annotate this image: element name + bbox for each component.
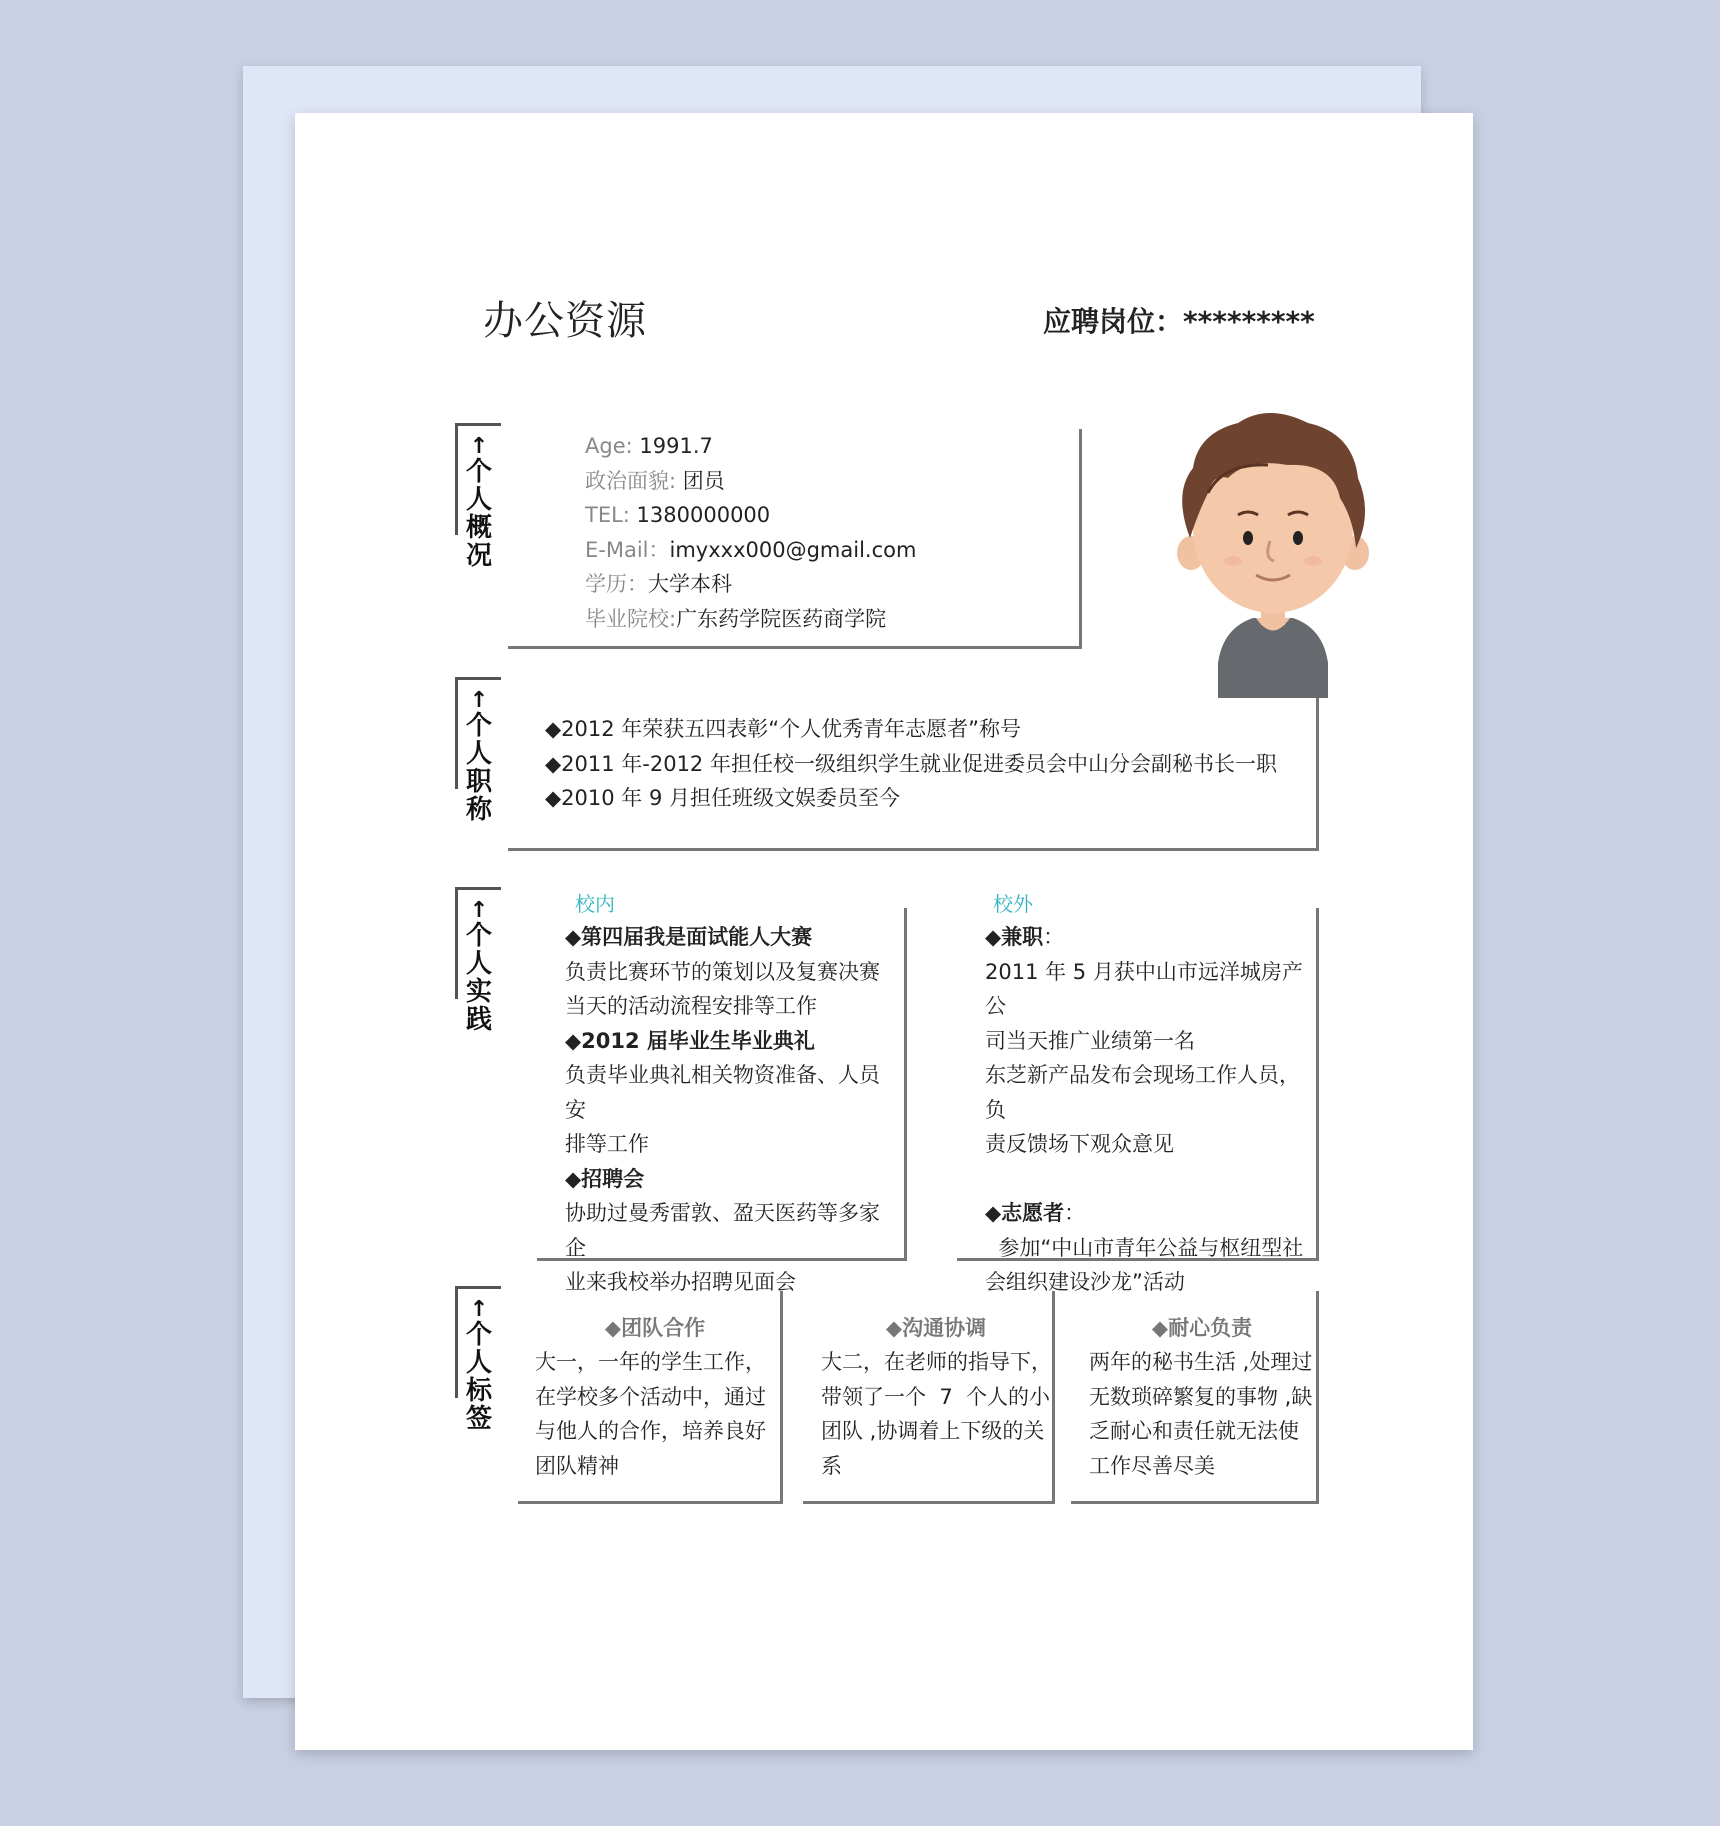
profile-row: TEL: 1380000000	[585, 503, 771, 527]
tag-card-communication: ◆沟通协调 大二，在老师的指导下， 带领了一个 7 个人的小 团队 ,协调着上下级的关 系	[821, 1316, 1052, 1478]
section-label-bar	[455, 677, 501, 680]
section-label-profile: ↑ 个 人 概 况	[457, 436, 501, 570]
profile-row: 学历：大学本科	[585, 572, 732, 596]
section-label-titles: ↑ 个 人 职 称	[457, 690, 501, 824]
practice-outer	[985, 888, 1315, 1300]
position-applied	[1043, 300, 1315, 340]
practice-item: ◆兼职： 2011 年 5 月获中山市远洋城房产公 司当天推广业绩第一名 东芝新产品发布会现场工作人员，负 责反馈场下观众意见 ◆志愿者： 参加“中山市青年公益与枢纽型社 会组织建设沙龙”活动	[985, 925, 1304, 1294]
practice-inner	[565, 888, 895, 1300]
profile-row: E-Mail：imyxxx000@gmail.com	[585, 537, 917, 562]
section-label-bar	[455, 887, 501, 890]
cartoon-boy-avatar	[1168, 403, 1378, 698]
profile-list	[585, 429, 916, 636]
titles-list	[545, 712, 1277, 816]
profile-row: 政治面貌: 团员	[585, 468, 725, 493]
section-label-bar	[455, 423, 501, 426]
practice-outer-heading: 校外	[993, 892, 1033, 916]
position-label: 应聘岗位：	[1043, 305, 1184, 338]
position-value: *********	[1183, 305, 1315, 338]
tag-card-responsibility: ◆耐心负责 两年的秘书生活 ,处理过 无数琐碎繁复的事物 ,缺 乏耐心和责任就无法使 工作尽善尽美	[1089, 1316, 1313, 1478]
profile-row: Age: 1991.7	[585, 434, 713, 458]
resume-page	[295, 113, 1473, 1750]
up-arrow-icon: ↑	[469, 898, 489, 923]
title-item: ◆2012 年荣获五四表彰“个人优秀青年志愿者”称号	[545, 717, 1022, 741]
up-arrow-icon: ↑	[469, 434, 489, 459]
section-label-tags: ↑ 个 人 标 签	[457, 1299, 501, 1433]
tag-card-teamwork: ◆团队合作 大一，一年的学生工作， 在学校多个活动中，通过 与他人的合作，培养良好 团队精神	[535, 1316, 766, 1478]
title-item: ◆2010 年 9 月担任班级文娱委员至今	[545, 786, 900, 810]
title-item: ◆2011 年-2012 年担任校一级组织学生就业促进委员会中山分会副秘书长一职	[545, 751, 1277, 776]
practice-item: ◆第四届我是面试能人大赛 负责比赛环节的策划以及复赛决赛 当天的活动流程安排等工作 ◆2012 届毕业生毕业典礼 负责毕业典礼相关物资准备、人员安 排等工作 ◆招聘会 协助过曼秀雷敦、盈天医药等多家企 业来我校举办招聘见面会	[565, 925, 880, 1294]
resume-title: 办公资源	[483, 298, 647, 344]
section-label-practice: ↑ 个 人 实 践	[457, 900, 501, 1034]
practice-inner-heading: 校内	[575, 892, 615, 916]
section-label-bar	[455, 1286, 501, 1289]
profile-row: 毕业院校:广东药学院医药商学院	[585, 606, 887, 631]
up-arrow-icon: ↑	[469, 1297, 489, 1322]
up-arrow-icon: ↑	[469, 688, 489, 713]
